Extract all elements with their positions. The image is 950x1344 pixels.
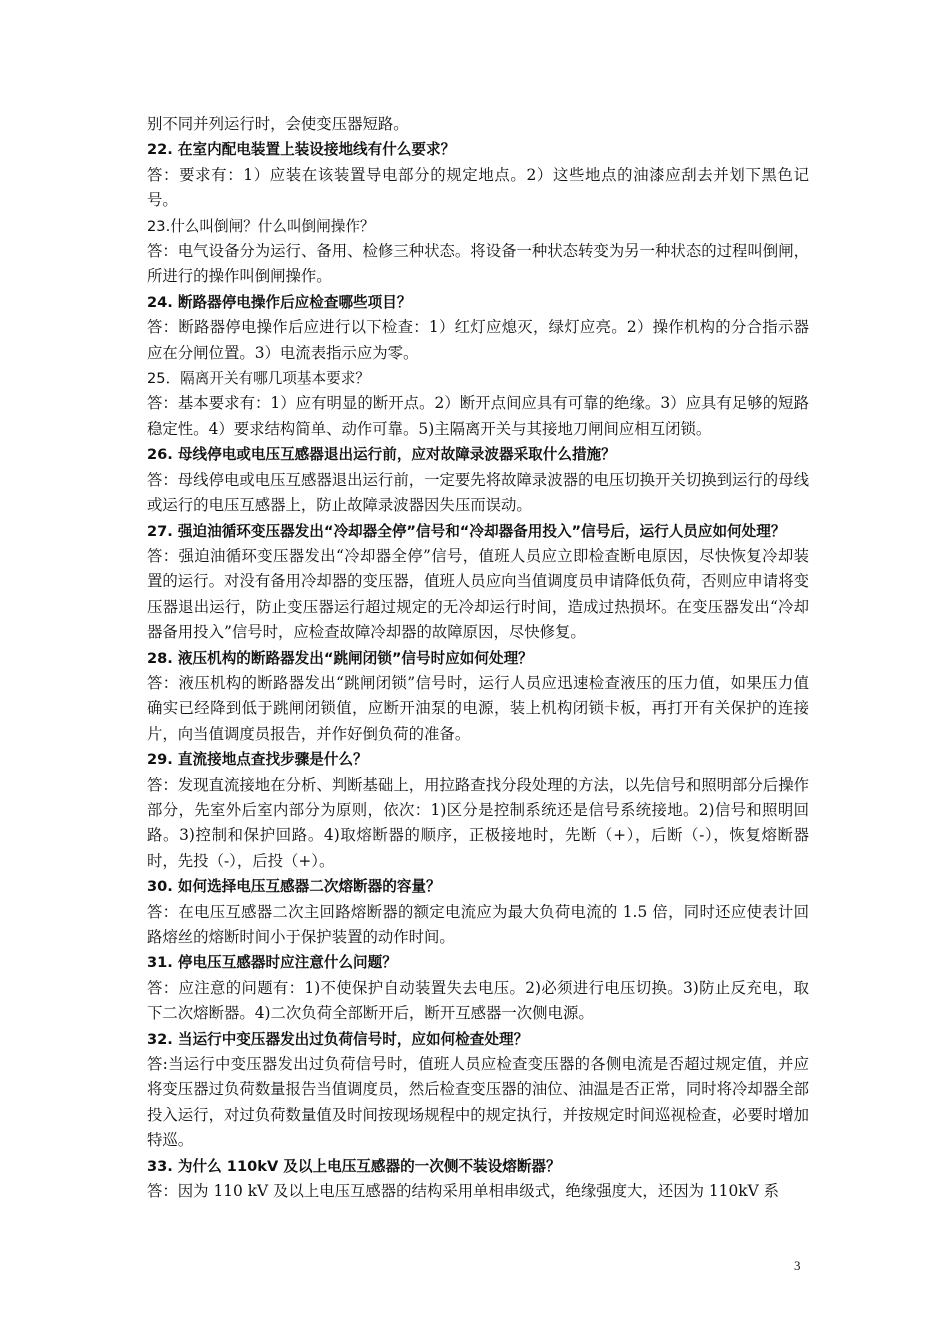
question-25: 25．隔离开关有哪几项基本要求？ [147,370,370,388]
answer-29: 答：发现直流接地在分析、判断基础上，用拉路查找分段处理的方法，以先信号和照明部分后操作部分，先室外后室内部分为原则，依次：1)区分是控制系统还是信号系统接地。2)信号和照明回路。3)控制和保护回路。4)取熔断器的顺序，正极接地时，先断（+），后断（-），恢复熔断器时，先投（-），后投（+）。 [147,775,809,870]
question-28: 28. 液压机构的断路器发出“跳闸闭锁”信号时应如何处理？ [147,649,533,667]
answer-28: 答：液压机构的断路器发出“跳闸闭锁”信号时，运行人员应迅速检查液压的压力值，如果压力值确实已经降到低于跳闸闭锁值，应断开油泵的电源，装上机构闭锁卡板，再打开有关保护的连接片，向当值调度员报告，并作好倒负荷的准备。 [147,673,809,743]
question-32: 32. 当运行中变压器发出过负荷信号时，应如何检查处理？ [147,1030,529,1048]
document-body [147,112,809,1204]
question-29: 29. 直流接地点查找步骤是什么？ [147,751,368,769]
question-26: 26. 母线停电或电压互感器退出运行前，应对故障录波器采取什么措施？ [147,446,616,464]
question-22: 22. 在室内配电装置上装设接地线有什么要求？ [147,141,456,159]
answer-22: 答：要求有：1）应装在该装置导电部分的规定地点。2）这些地点的油漆应刮去并划下黑色记号。 [147,165,809,210]
answer-25: 答：基本要求有：1）应有明显的断开点。2）断开点间应具有可靠的绝缘。3）应具有足够的短路稳定性。4）要求结构简单、动作可靠。5)主隔离开关与其接地刀闸间应相互闭锁。 [147,394,809,438]
question-24: 24. 断路器停电操作后应检查哪些项目？ [147,293,412,311]
question-27: 27. 强迫油循环变压器发出“冷却器全停”信号和“冷却器备用投入”信号后，运行人员应如何处理？ [147,522,786,540]
answer-30: 答：在电压互感器二次主回路熔断器的额定电流应为最大负荷电流的 1.5 倍，同时还应使表计回路熔丝的熔断时间小于保护装置的动作时间。 [147,902,809,946]
answer-32: 答:当运行中变压器发出过负荷信号时，值班人员应检查变压器的各侧电流是否超过规定值，并应将变压器过负荷数量报告当值调度员，然后检查变压器的油位、油温是否正常，同时将冷却器全部投入运行，对过负荷数量值及时间按现场规程中的规定执行，并按规定时间巡视检查，必要时增加特巡。 [147,1055,809,1150]
lead-text: 别不同并列运行时，会使变压器短路。 [147,115,409,133]
question-23: 23.什么叫倒闸？什么叫倒闸操作？ [147,217,375,235]
question-31: 31. 停电压互感器时应注意什么问题？ [147,954,397,972]
answer-24: 答：断路器停电操作后应进行以下检查：1）红灯应熄灭，绿灯应亮。2）操作机构的分合指示器应在分闸位置。3）电流表指示应为零。 [147,318,809,362]
page-number: 3 [794,1258,801,1273]
answer-26: 答：母线停电或电压互感器退出运行前，一定要先将故障录波器的电压切换开关切换到运行的母线或运行的电压互感器上，防止故障录波器因失压而误动。 [147,470,809,515]
question-33: 33. 为什么 110kV 及以上电压互感器的一次侧不装设熔断器？ [147,1157,561,1175]
answer-27: 答：强迫油循环变压器发出“冷却器全停”信号，值班人员应立即检查断电原因，尽快恢复冷却装置的运行。对没有备用冷却器的变压器，值班人员应向当值调度员申请降低负荷，否则应申请将变压器退出运行，防止变压器运行超过规定的无冷却运行时间，造成过热损坏。在变压器发出“冷却器备用投入”信号时，应检查故障冷却器的故障原因，尽快修复。 [147,546,809,642]
question-30: 30. 如何选择电压互感器二次熔断器的容量？ [147,878,441,896]
answer-33: 答：因为 110 kV 及以上电压互感器的结构采用单相串级式，绝缘强度大，还因为 110kV 系 [147,1182,779,1201]
answer-23: 答：电气设备分为运行、备用、检修三种状态。将设备一种状态转变为另一种状态的过程叫倒闸，所进行的操作叫倒闸操作。 [147,242,809,286]
answer-31: 答：应注意的问题有：1)不使保护自动装置失去电压。2)必须进行电压切换。3)防止反充电，取下二次熔断器。4)二次负荷全部断开后，断开互感器一次侧电源。 [147,978,809,1023]
